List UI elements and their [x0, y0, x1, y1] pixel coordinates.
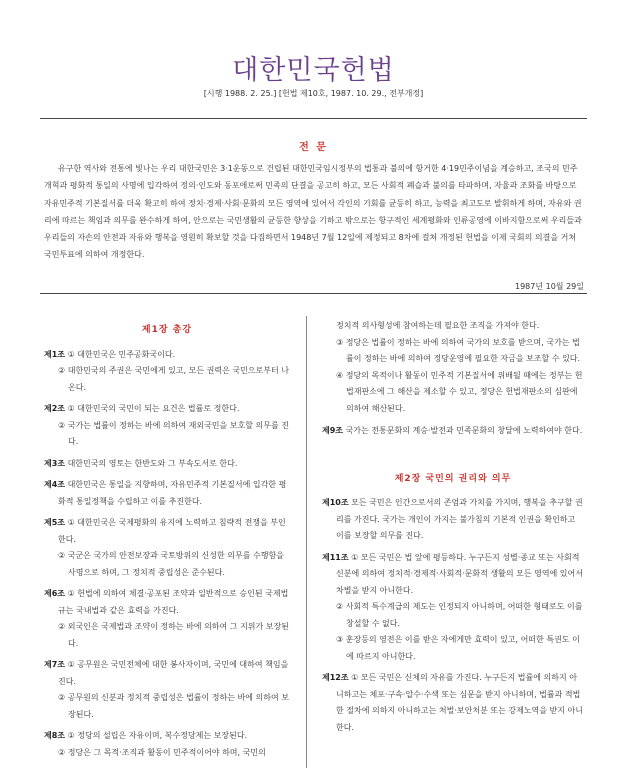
article-paragraph: ① 대한민국은 국제평화의 유지에 노력하고 침략적 전쟁을 부인한다.: [58, 518, 286, 544]
article-2: [44, 401, 290, 451]
article-paragraph: 대한민국은 통일을 지향하며, 자유민주적 기본질서에 입각한 평화적 통일정책을 수립하고 이를 추진한다.: [58, 480, 287, 506]
article-paragraph: ① 대한민국의 국민이 되는 요건은 법률로 정한다.: [67, 404, 240, 413]
article-paragraph: ③ 정당은 법률이 정하는 바에 의하여 국가의 보호를 받으며, 국가는 법률이 정하는 바에 의하여 정당운영에 필요한 자금을 보조할 수 있다.: [336, 337, 581, 363]
document-subtitle: [시행 1988. 2. 25.] [헌법 제10호, 1987. 10. 29., 전부개정]: [203, 89, 424, 98]
article-paragraph: 대한민국의 영토는 한반도와 그 부속도서로 한다.: [67, 458, 238, 468]
chapter-1-heading: 제1장 총강: [141, 325, 193, 335]
article-10: [322, 495, 584, 545]
article-paragraph: 정치적 의사형성에 참여하는데 필요한 조직을 가져야 한다.: [336, 321, 540, 330]
article-number: 제2조: [44, 404, 66, 413]
column-divider: [306, 316, 307, 768]
article-paragraph: ② 공무원의 신분과 정치적 중립성은 법률이 정하는 바에 의하여 보장된다.: [58, 693, 289, 719]
article-5: [44, 515, 290, 581]
article-paragraph: ① 모든 국민은 법 앞에 평등하다. 누구든지 성별·종교 또는 사회적 신분에 의하여 정치적·경제적·사회적·문화적 생활의 모든 영역에 있어서 차별을 받지 아니한다.: [336, 552, 583, 595]
preamble-text: 유구한 역사와 전통에 빛나는 우리 대한국민은 3·1운동으로 건립된 대한민국임시정부의 법통과 불의에 항거한 4·19민주이념을 계승하고, 조국의 민주개혁과 평화적 통일의 사명에 입각하여 정의·인도와 동포애로써 민족의 단결을 공고히 하고, 모든 사회적 폐습과 불의를 타파하며, 자율과 조화를 바탕으로 자유민주적 기본질서를 더욱 확고히 하여 정치·경제·사회·문화의 모든 영역에 있어서 각인의 기회를 균등히 하고, 능력을 최고도로 발휘하게 하며, 자유와 권리에 따르는 책임과 의무를 완수하게 하여, 안으로는 국민생활의 균등한 향상을 기하고 밖으로는 항구적인 세계평화와 인류공영에 이바지함으로써 우리들과 우리들의 자손의 안전과 자유와 행복을 영원히 확보할 것을 다짐하면서 1948년 7월 12일에 제정되고 8차에 걸쳐 개정된 헌법을 이제 국회의 의결을 거쳐 국민투표에 의하여 개정한다.: [44, 164, 582, 260]
article-paragraph: ① 정당의 설립은 자유이며, 복수정당제는 보장된다.: [67, 731, 248, 740]
chapter-2-heading: 제2장 국민의 권리와 의무: [394, 473, 512, 484]
preamble-date: 1987년 10월 29일: [515, 282, 584, 291]
article-paragraph: ① 헌법에 의하여 체결·공포된 조약과 일반적으로 승인된 국제법규는 국내법과 같은 효력을 가진다.: [58, 589, 289, 615]
article-number: 제4조: [44, 480, 66, 489]
article-paragraph: ① 모든 국민은 신체의 자유를 가진다. 누구든지 법률에 의하지 아니하고는 체포·구속·압수·수색 또는 심문을 받지 아니하며, 법률과 적법한 절차에 의하지 아니하고는 처벌·보안처분 또는 강제노역을 받지 아니한다.: [336, 673, 583, 732]
article-6: [44, 586, 290, 652]
article-paragraph: ② 정당은 그 목적·조직과 활동이 민주적이어야 하며, 국민의: [58, 747, 266, 757]
article-number: 제10조: [322, 498, 349, 507]
article-11: [322, 550, 584, 666]
article-number: 제9조: [322, 426, 344, 435]
article-number: 제6조: [44, 589, 66, 598]
article-paragraph: ② 국군은 국가의 안전보장과 국토방위의 신성한 의무를 수행함을 사명으로 하며, 그 정치적 중립성은 준수된다.: [58, 551, 284, 577]
article-paragraph: ② 국가는 법률이 정하는 바에 의하여 재외국민을 보호할 의무를 진다.: [58, 420, 289, 446]
article-number: 제12조: [322, 673, 349, 682]
article-number: 제1조: [44, 349, 66, 359]
article-paragraph: ④ 정당의 목적이나 활동이 민주적 기본질서에 위배될 때에는 정부는 헌법재판소에 그 해산을 제소할 수 있고, 정당은 헌법재판소의 심판에 의하여 해산된다.: [336, 370, 583, 413]
article-number: 제11조: [322, 552, 349, 562]
article-8: [44, 728, 290, 761]
article-paragraph: ② 사회적 특수계급의 제도는 인정되지 아니하며, 어떠한 형태로도 이를 창설할 수 없다.: [336, 602, 583, 628]
article-number: 제7조: [44, 660, 66, 669]
article-9: [322, 423, 584, 440]
article-8-continued: [322, 318, 584, 417]
preamble-heading: 전 문: [299, 142, 328, 153]
article-3: [44, 456, 290, 473]
top-rule: [40, 118, 587, 119]
article-paragraph: ③ 훈장등의 영전은 이를 받은 자에게만 효력이 있고, 어떠한 특권도 이에 따르지 아니한다.: [336, 635, 580, 661]
article-paragraph: ① 공무원은 국민전체에 대한 봉사자이며, 국민에 대하여 책임을 진다.: [58, 660, 289, 686]
article-1: [44, 347, 290, 397]
article-number: 제5조: [44, 518, 66, 527]
article-4: [44, 477, 290, 510]
left-column: [44, 318, 290, 766]
article-paragraph: ② 외국인은 국제법과 조약이 정하는 바에 의하여 그 지위가 보장된다.: [58, 622, 289, 648]
article-paragraph: ② 대한민국의 주권은 국민에게 있고, 모든 권력은 국민으로부터 나온다.: [58, 366, 289, 392]
article-paragraph: 국가는 전통문화의 계승·발전과 민족문화의 창달에 노력하여야 한다.: [345, 426, 583, 435]
article-number: 제3조: [44, 458, 66, 468]
bottom-rule: [40, 293, 587, 294]
document-title: 대한민국헌법: [232, 55, 395, 86]
article-paragraph: 모든 국민은 인간으로서의 존엄과 가치를 가지며, 행복을 추구할 권리를 가진다. 국가는 개인이 가지는 불가침의 기본적 인권을 확인하고 이를 보장할 의무를 진다.: [336, 498, 583, 540]
article-7: [44, 657, 290, 723]
article-paragraph: ① 대한민국은 민주공화국이다.: [67, 349, 176, 359]
article-number: 제8조: [44, 731, 66, 740]
article-12: [322, 670, 584, 736]
right-column: [322, 318, 584, 741]
